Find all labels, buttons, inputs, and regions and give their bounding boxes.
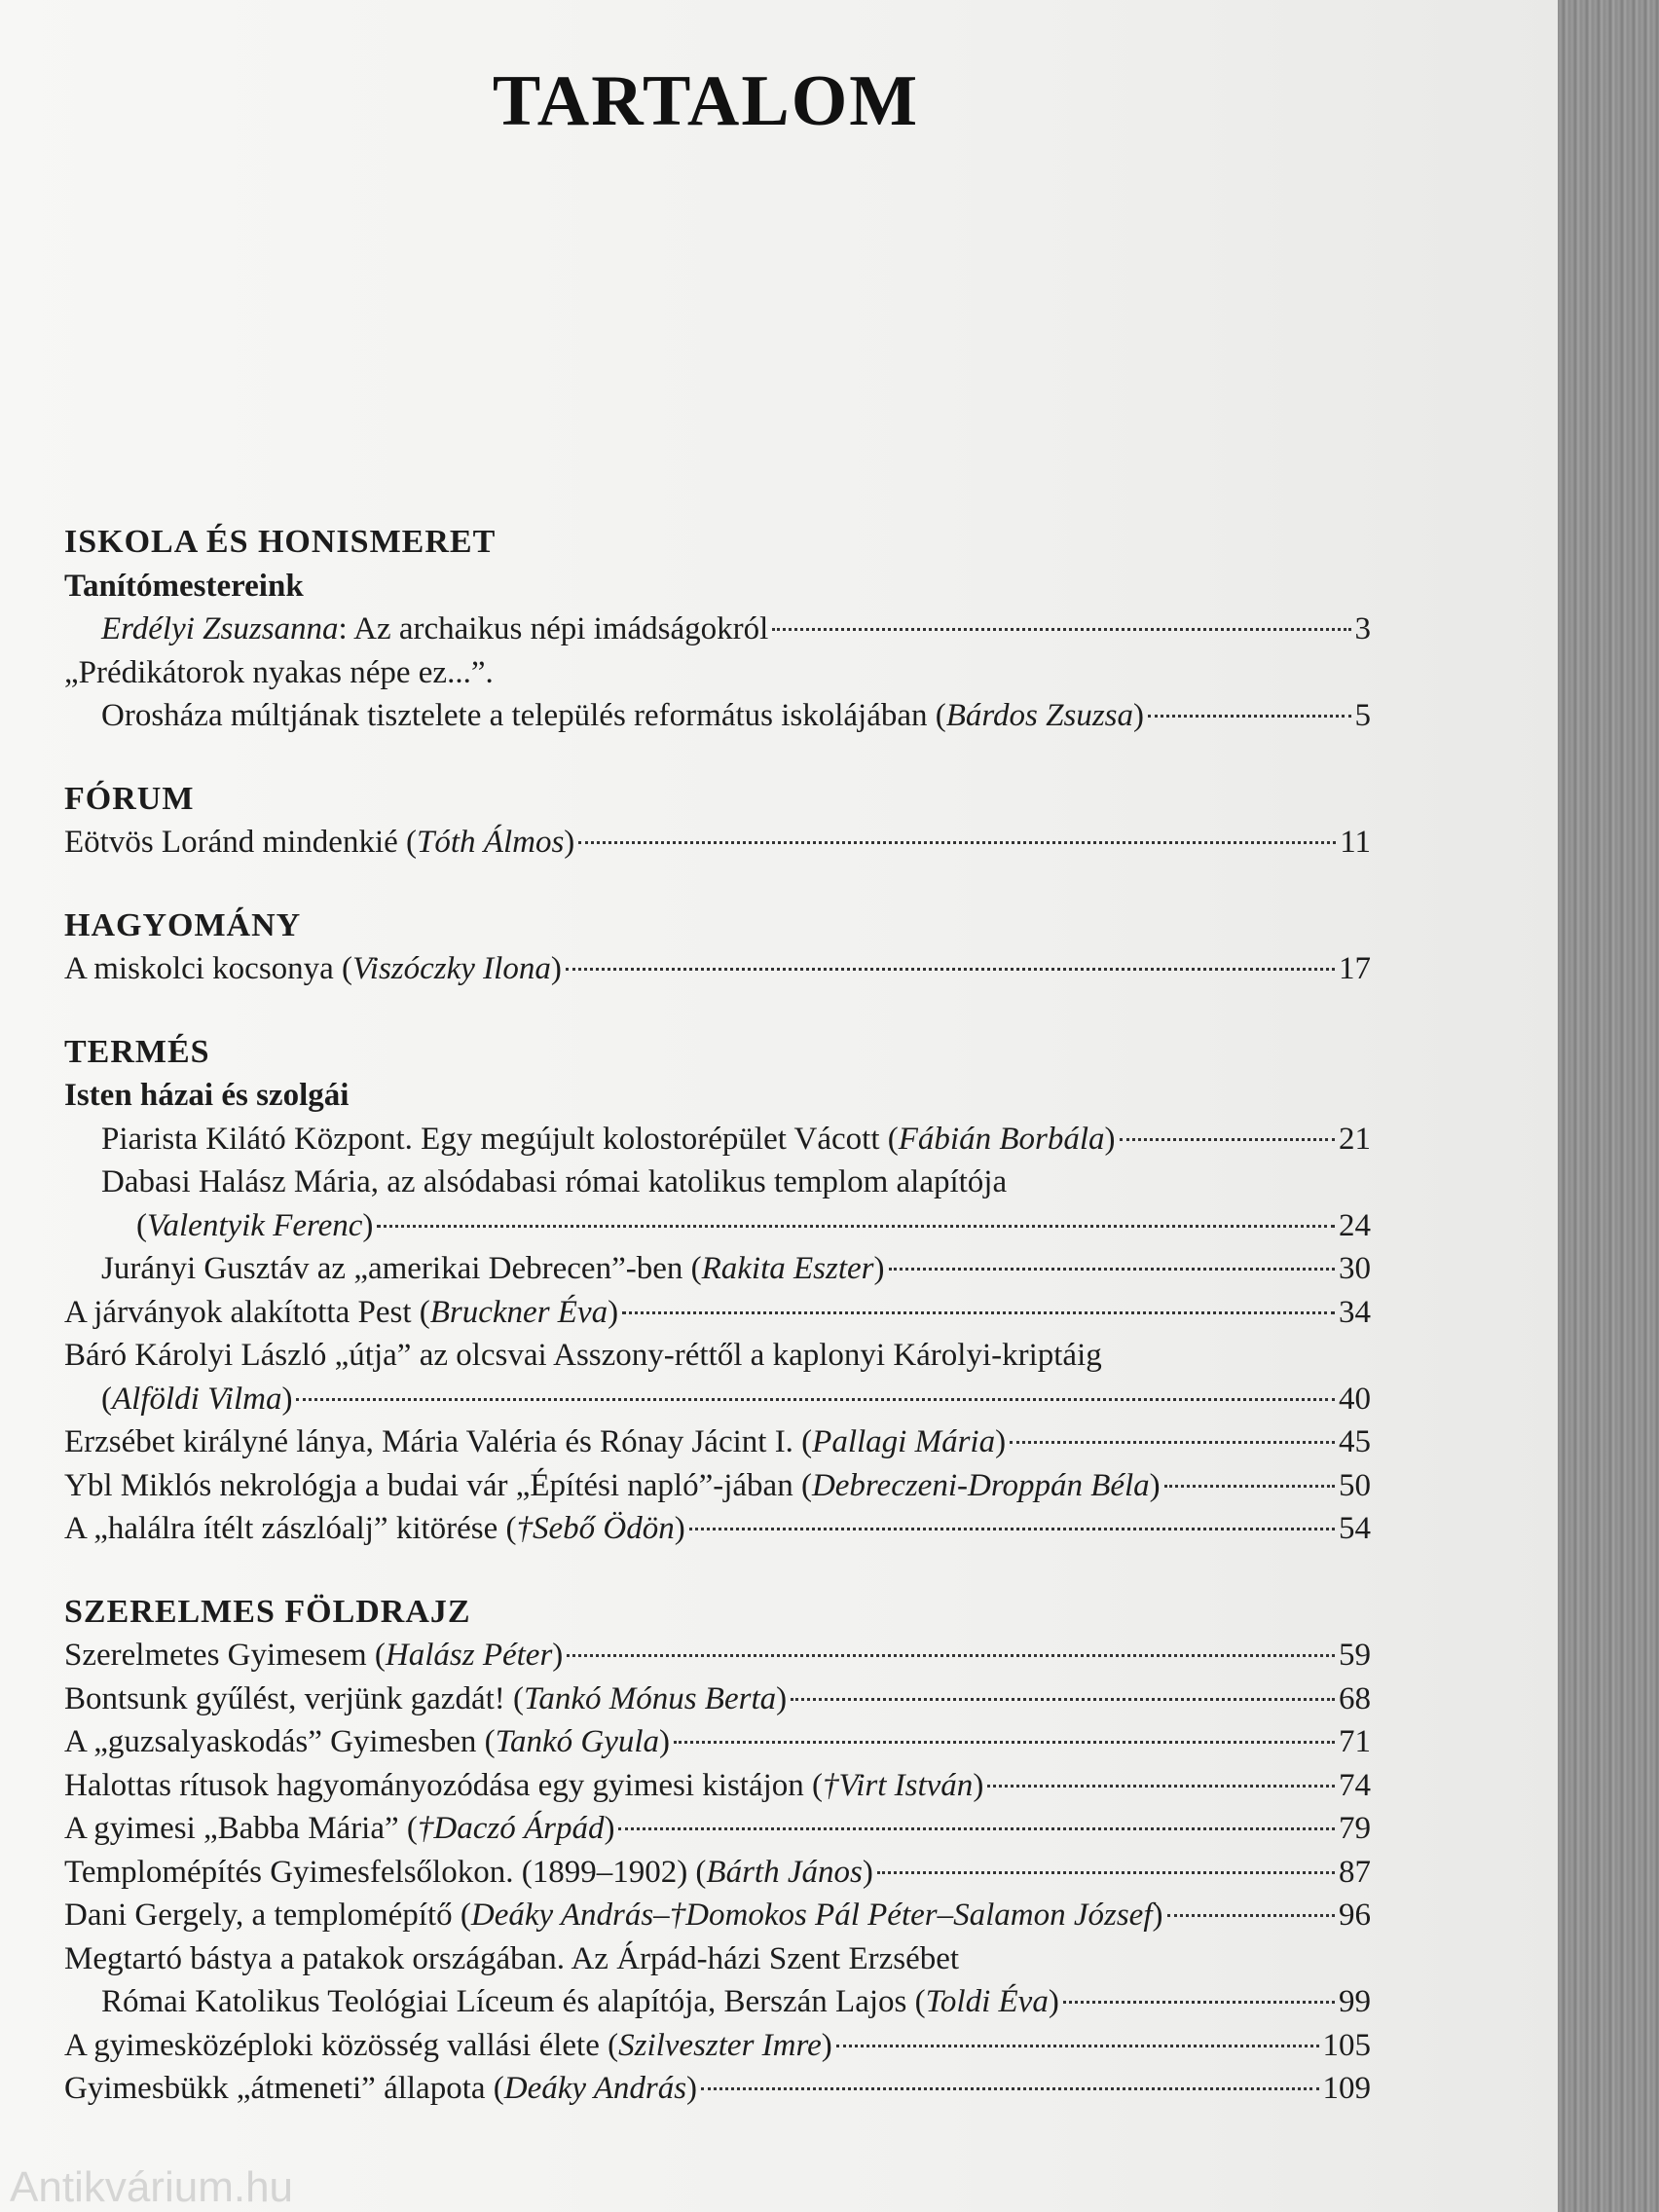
entry-author: Tóth Álmos [417, 825, 565, 860]
subsection-title: Tanítómestereink [64, 568, 304, 604]
entry-paren: ) [1149, 1467, 1161, 1503]
entry-paren: ) [604, 1811, 615, 1846]
entry-paren: ) [564, 825, 575, 860]
toc-entry [64, 1894, 1371, 1937]
section-title: HAGYOMÁNY [64, 906, 302, 943]
section-termes [64, 1031, 1371, 1551]
entry-text [64, 947, 562, 991]
entry-text [64, 1851, 873, 1895]
entry-paren: ) [1152, 1898, 1163, 1933]
toc-entry [64, 1247, 1371, 1291]
page-number: 105 [1322, 2027, 1371, 2063]
entry-text [64, 2024, 832, 2068]
entry-paren: ) [1104, 1121, 1116, 1157]
entry-author: Alföldi Vilma [112, 1381, 282, 1417]
dot-leader [296, 1398, 1335, 1401]
entry-author: Deáky András [503, 2071, 687, 2106]
entry-title: Jurányi Gusztáv az „amerikai Debrecen”-ben ( [101, 1251, 702, 1286]
entry-title: Piarista Kilátó Központ. Egy megújult kolostorépület Vácott ( [101, 1121, 899, 1157]
dot-leader [1010, 1441, 1335, 1444]
entry-title: Bontsunk gyűlést, verjünk gazdát! ( [64, 1680, 524, 1716]
entry-paren: ) [1133, 698, 1144, 733]
toc-entry [64, 1851, 1371, 1895]
entry-title: Templomépítés Gyimesfelsőlokon. (1899–1902) ( [64, 1854, 707, 1890]
section-hagyomany [64, 904, 1371, 991]
dot-leader [791, 1698, 1335, 1701]
entry-text [64, 1420, 1006, 1464]
entry-text [64, 1807, 614, 1851]
page-number: 3 [1354, 611, 1371, 646]
entry-title: A miskolci kocsonya ( [64, 951, 353, 986]
page-number: 99 [1339, 1984, 1371, 2019]
toc-entry [64, 1378, 1371, 1421]
entry-text [64, 2067, 697, 2111]
dot-leader [566, 968, 1335, 971]
page-number: 24 [1339, 1207, 1371, 1243]
entry-title: Erzsébet királyné lánya, Mária Valéria és Rónay Jácint I. ( [64, 1424, 813, 1459]
entry-paren: ) [608, 1294, 619, 1330]
entry-paren: ) [674, 1511, 685, 1546]
entry-author: Halász Péter [385, 1638, 553, 1673]
section-title: SZERELMES FÖLDRAJZ [64, 1593, 471, 1630]
page-edge [1558, 0, 1659, 2212]
entry-paren: ) [362, 1207, 374, 1243]
entry-text [64, 1677, 787, 1721]
entry-text [101, 1118, 1116, 1161]
entry-text [136, 1204, 373, 1248]
entry-paren: ( [136, 1207, 147, 1243]
entry-text [101, 1980, 1059, 2024]
toc-entry [64, 947, 1371, 991]
entry-author: Pallagi Mária [812, 1424, 996, 1459]
dot-leader [987, 1785, 1335, 1788]
entry-text [64, 1764, 983, 1808]
page-number: 21 [1339, 1121, 1371, 1157]
entry-paren: ) [281, 1381, 293, 1417]
dot-leader [674, 1741, 1335, 1744]
dot-leader [836, 2045, 1319, 2047]
entry-title: Eötvös Loránd mindenkié ( [64, 825, 418, 860]
entry-author: Viszóczky Ilona [352, 951, 551, 986]
toc-entry [64, 1634, 1371, 1677]
toc-entry [64, 2024, 1371, 2068]
entry-paren: ) [776, 1680, 788, 1716]
section-szerelmes-foldrajz [64, 1591, 1371, 2111]
toc-entry [64, 821, 1371, 865]
entry-author: Tankó Gyula [495, 1724, 660, 1759]
entry-author: Tankó Mónus Berta [524, 1680, 777, 1716]
entry-title-line: „Prédikátorok nyakas népe ez...”. [64, 654, 494, 690]
dot-leader [578, 841, 1336, 844]
toc-entry [64, 1118, 1371, 1161]
entry-title: Szerelmetes Gyimesem ( [64, 1638, 386, 1673]
entry-title: : Az archaikus népi imádságokról [338, 611, 769, 646]
toc-entry [64, 1464, 1371, 1508]
dot-leader [1120, 1138, 1336, 1141]
section-title: FÓRUM [64, 780, 195, 817]
entry-author: †Virt István [823, 1767, 974, 1803]
entry-title: Orosháza múltjának tisztelete a település református iskolájában ( [101, 698, 946, 733]
page-number: 40 [1339, 1381, 1371, 1417]
entry-paren: ) [1048, 1984, 1059, 2019]
toc-entry [64, 608, 1371, 651]
entry-paren: ) [550, 951, 562, 986]
entry-title: A járványok alakította Pest ( [64, 1294, 430, 1330]
entry-text [64, 821, 574, 865]
toc-entry [64, 1980, 1371, 2024]
entry-title: Római Katolikus Teológiai Líceum és alapítója, Berszán Lajos ( [101, 1984, 926, 2019]
dot-leader [689, 1528, 1335, 1530]
page-number: 96 [1339, 1898, 1371, 1933]
entry-title: A „guzsalyaskodás” Gyimesben ( [64, 1724, 496, 1759]
entry-author: Bruckner Éva [429, 1294, 608, 1330]
toc-entry [64, 1720, 1371, 1764]
entry-author: Fábián Borbála [898, 1121, 1105, 1157]
dot-leader [567, 1654, 1335, 1657]
entry-title-line: Báró Károlyi László „útja” az olcsvai Asszony-réttől a kaplonyi Károlyi-kriptáig [64, 1338, 1102, 1373]
entry-title: Ybl Miklós nekrológja a budai vár „Építési napló”-jában ( [64, 1467, 812, 1503]
entry-text [64, 1720, 670, 1764]
dot-leader [622, 1311, 1335, 1314]
watermark: Antikvárium.hu [10, 2163, 294, 2211]
entry-author: Valentyik Ferenc [147, 1207, 363, 1243]
page-number: 79 [1339, 1811, 1371, 1846]
entry-title-line: Dabasi Halász Mária, az alsódabasi római katolikus templom alapítója [101, 1164, 1008, 1199]
page-title: TARTALOM [492, 61, 920, 141]
entry-author: Erdélyi Zsuzsanna [101, 611, 339, 646]
entry-text [101, 1247, 885, 1291]
dot-leader [772, 628, 1350, 631]
entry-author: Szilveszter Imre [618, 2027, 822, 2063]
page-number: 87 [1339, 1854, 1371, 1890]
entry-title: A „halálra ítélt zászlóalj” kitörése ( [64, 1511, 517, 1546]
entry-author: Bárth János [706, 1854, 863, 1890]
toc-entry [64, 1204, 1371, 1248]
entry-author: Toldi Éva [925, 1984, 1049, 2019]
entry-paren: ) [821, 2027, 832, 2063]
dot-leader [889, 1268, 1336, 1271]
entry-text [101, 1378, 292, 1421]
dot-leader [1164, 1485, 1335, 1488]
dot-leader [377, 1225, 1335, 1228]
entry-title: A gyimesközéploki közösség vallási élete ( [64, 2027, 619, 2063]
page-number: 45 [1339, 1424, 1371, 1459]
entry-author: Rakita Eszter [701, 1251, 874, 1286]
dot-leader [1063, 2001, 1335, 2004]
entry-title: A gyimesi „Babba Mária” ( [64, 1811, 418, 1846]
entry-text [64, 1634, 563, 1677]
toc-entry [64, 1507, 1371, 1551]
entry-author: Deáky András–†Domokos Pál Péter–Salamon József [470, 1898, 1153, 1933]
entry-paren: ) [973, 1767, 984, 1803]
subsection-title: Isten házai és szolgái [64, 1078, 350, 1113]
page-number: 50 [1339, 1467, 1371, 1503]
toc-entry [64, 1807, 1371, 1851]
entry-title: Gyimesbükk „átmeneti” állapota ( [64, 2071, 504, 2106]
page-number: 68 [1339, 1680, 1371, 1716]
entry-text [64, 1894, 1163, 1937]
page-number: 59 [1339, 1638, 1371, 1673]
dot-leader [1148, 715, 1351, 718]
toc-entry [64, 694, 1371, 738]
entry-paren: ) [552, 1638, 564, 1673]
toc-entry [64, 2067, 1371, 2111]
entry-text [64, 1291, 618, 1335]
table-of-contents [64, 521, 1371, 2151]
entry-paren: ( [101, 1381, 112, 1417]
entry-paren: ) [873, 1251, 885, 1286]
entry-author: Debreczeni-Droppán Béla [811, 1467, 1150, 1503]
dot-leader [1167, 1914, 1336, 1917]
entry-title-line: Megtartó bástya a patakok országában. Az Árpád-házi Szent Erzsébet [64, 1940, 960, 1976]
dot-leader [618, 1827, 1335, 1830]
entry-paren: ) [686, 2071, 698, 2106]
dot-leader [701, 2087, 1318, 2090]
entry-author: Bárdos Zsuzsa [945, 698, 1133, 733]
page-number: 109 [1322, 2071, 1371, 2106]
entry-title: Halottas rítusok hagyományozódása egy gyimesi kistájon ( [64, 1767, 824, 1803]
entry-author: †Daczó Árpád [417, 1811, 605, 1846]
section-iskola [64, 521, 1371, 738]
entry-text [64, 1507, 685, 1551]
entry-paren: ) [862, 1854, 873, 1890]
page-number: 5 [1354, 698, 1371, 733]
page-number: 11 [1340, 825, 1371, 860]
entry-text [101, 694, 1144, 738]
entry-title: Dani Gergely, a templomépítő ( [64, 1898, 471, 1933]
page-number: 30 [1339, 1251, 1371, 1286]
toc-entry [64, 1764, 1371, 1808]
entry-paren: ) [659, 1724, 671, 1759]
page-number: 34 [1339, 1294, 1371, 1330]
entry-text [101, 608, 768, 651]
page-number: 71 [1339, 1724, 1371, 1759]
page-number: 74 [1339, 1767, 1371, 1803]
dot-leader [877, 1871, 1335, 1874]
toc-entry [64, 1677, 1371, 1721]
section-title: ISKOLA ÉS HONISMERET [64, 524, 497, 560]
entry-paren: ) [995, 1424, 1007, 1459]
entry-author: †Sebő Ödön [516, 1511, 675, 1546]
section-forum [64, 778, 1371, 865]
section-title: TERMÉS [64, 1033, 210, 1070]
toc-entry [64, 1291, 1371, 1335]
toc-entry [64, 1420, 1371, 1464]
entry-text [64, 1464, 1161, 1508]
page-number: 54 [1339, 1511, 1371, 1546]
page-number: 17 [1339, 951, 1371, 986]
